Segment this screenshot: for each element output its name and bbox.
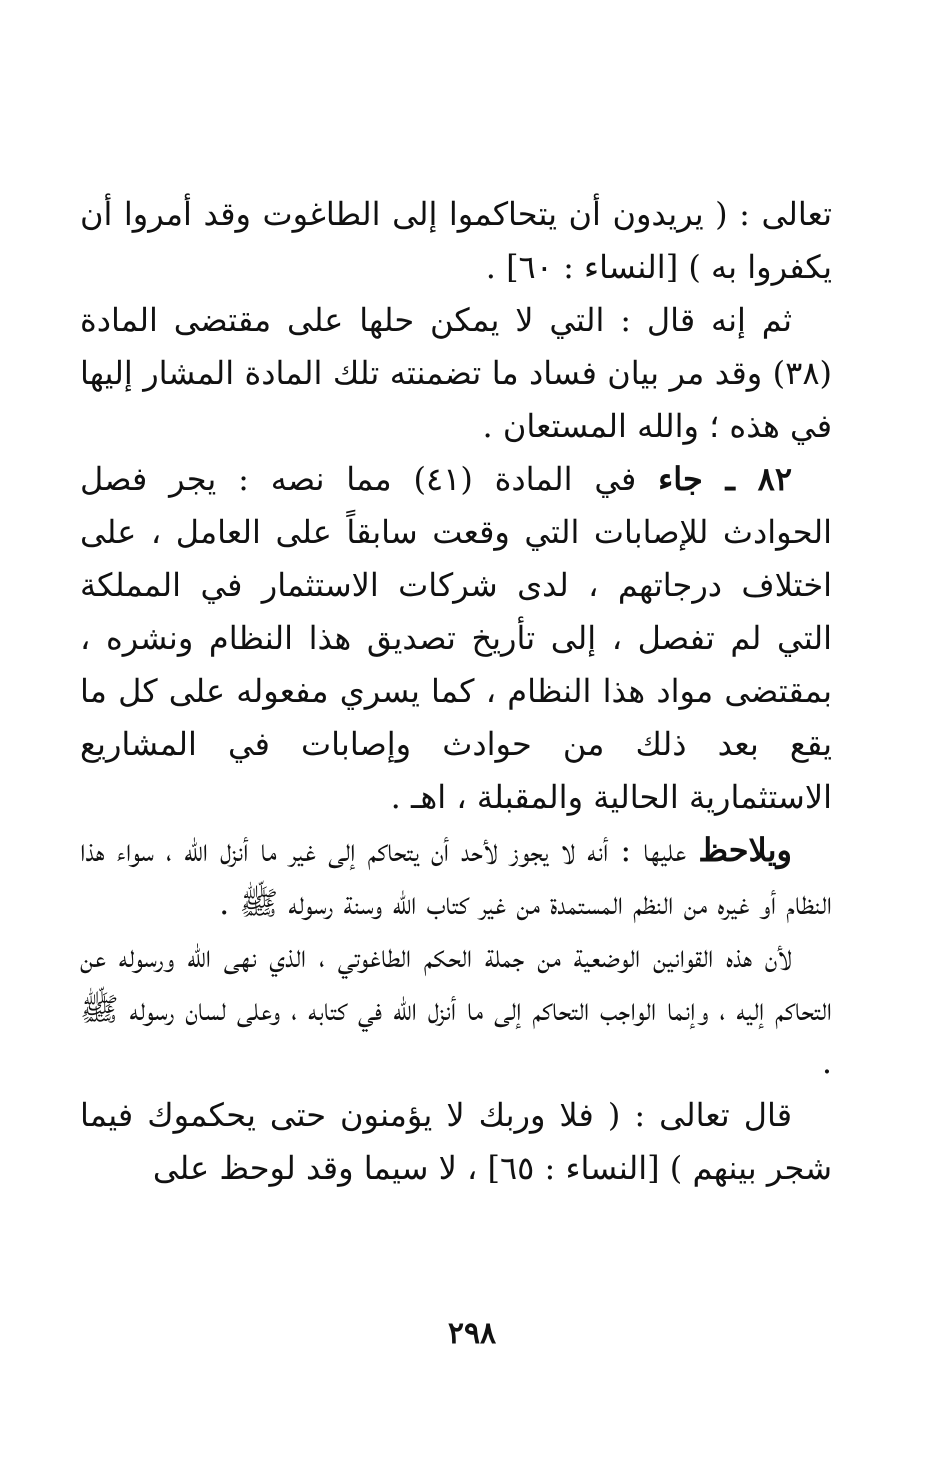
paragraph-article-82 (80, 453, 832, 824)
paragraph-lead: ٨٢ ـ جاء (658, 460, 793, 498)
paragraph-text: تعالى : ( يريدون أن يتحاكموا إلى الطاغوت وقد أمروا أن يكفروا به ) [النساء : ٦٠] . (80, 195, 832, 286)
paragraph (80, 294, 832, 453)
paragraph-text: لأن هذه القوانين الوضعية من جملة الحكم الطاغوتي ، الذي نهى الله ورسوله عن التحاكم إليه ، وإنما الواجب التحاكم إلى ما أنزل الله في كتابه ، وعلى لسان رسوله ﷺ . (80, 937, 832, 1081)
page-body (80, 188, 832, 1195)
paragraph (80, 930, 832, 1089)
page-number: ٢٩٨ (447, 1316, 497, 1351)
paragraph-continuation (80, 188, 832, 294)
paragraph-text: عليها : أنه لا يجوز لأحد أن يتحاكم إلى غير ما أنزل الله ، سواء هذا النظام أو غيره من النظم المستمدة من غير كتاب الله وسنة رسوله ﷺ . (80, 831, 832, 922)
paragraph (80, 1089, 832, 1195)
paragraph-text: قال تعالى : ( فلا وربك لا يؤمنون حتى يحكموك فيما شجر بينهم ) [النساء : ٦٥] ، لا سيما وقد لوحظ على (80, 1096, 832, 1187)
paragraph-lead: ويلاحظ (698, 831, 792, 869)
paragraph-text: في المادة (٤١) مما نصه : يجر فصل الحوادث للإصابات التي وقعت سابقاً على العامل ، على اختلاف درجاتهم ، لدى شركات الاستثمار في المملكة التي لم تفصل ، إلى تأريخ تصديق هذا النظام ونشره ، بمقتضى مواد هذا النظام ، كما يسري مفعوله على كل ما يقع بعد ذلك من حوادث وإصابات في المشاريع الاستثمارية الحالية والمقبلة ، اهـ . (80, 460, 833, 816)
paragraph-text: ثم إنه قال : التي لا يمكن حلها على مقتضى المادة (٣٨) وقد مر بيان فساد ما تضمنته تلك المادة المشار إليها في هذه ؛ والله المستعان . (80, 301, 832, 445)
paragraph-observation (80, 824, 832, 930)
